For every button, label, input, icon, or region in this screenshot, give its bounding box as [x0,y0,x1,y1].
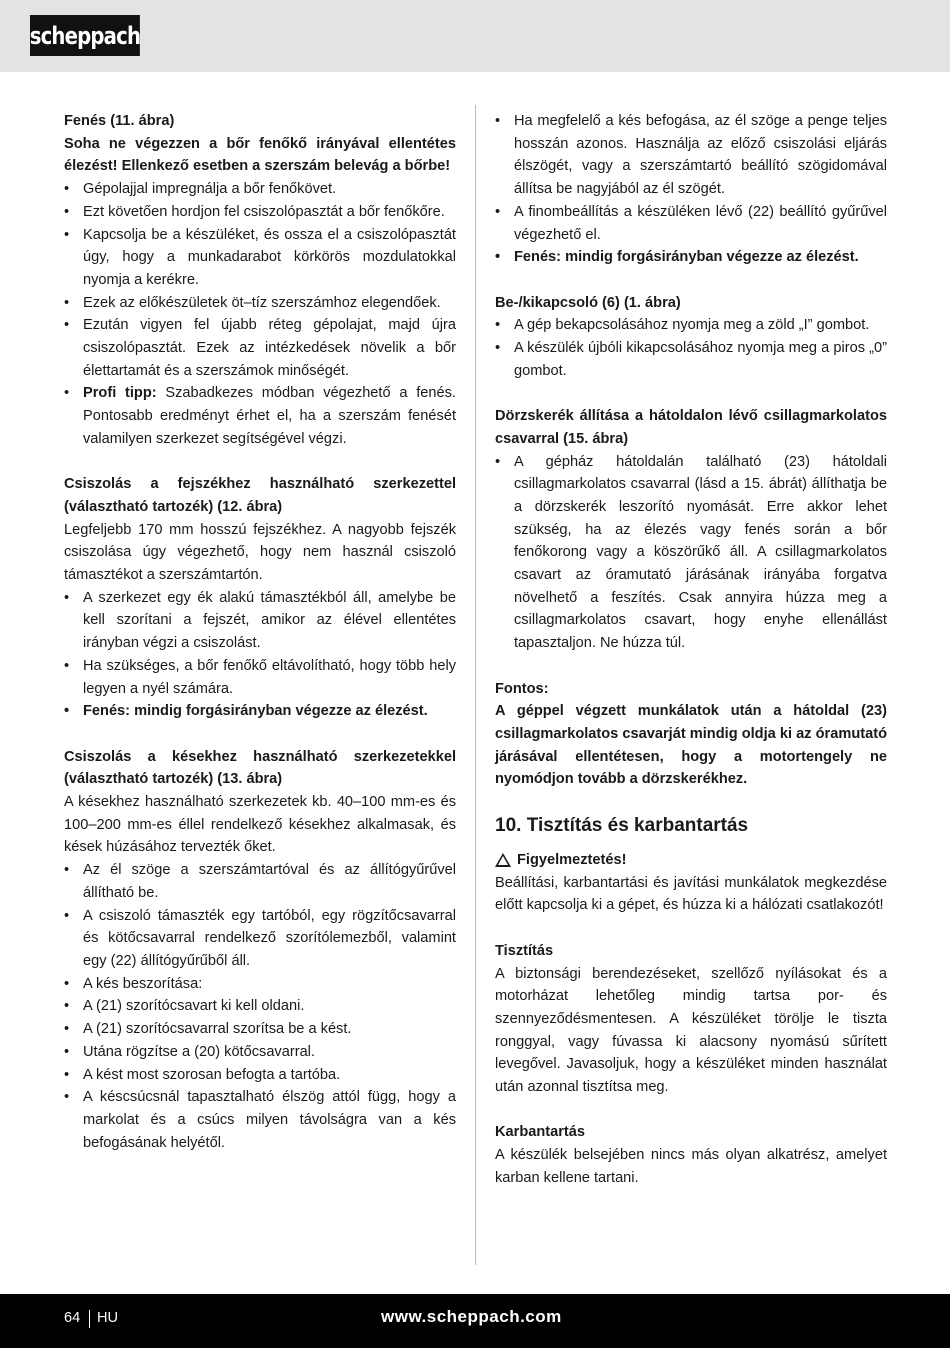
important-text: A géppel végzett munkálatok után a hátoldal (23) csillagmarkolatos csavarját mindig oldja ki az óramutató járásával ellentétesen, hogy a motortengely ne nyomódjon tovább a dörzskerékhez. [495,703,887,788]
warning-text: Beállítási, karbantartási és javítási munkálatok megkezdése előtt kapcsolja ki a gépet, és húzza ki a hálózati csatlakozót! [495,874,887,914]
list-item: • A késcsúcsnál tapasztalható élszög attól függ, hogy a markolat és a csúcs milyen távolságra van a kés befogásának helyétől. [64,1086,456,1154]
list-item: • Ezt követően hordjon fel csiszolópasztát a bőr fenőkőre. [64,201,456,224]
list-item: • A (21) szorítócsavarral szorítsa be a kést. [64,1018,456,1041]
switch-list [495,314,887,382]
list-item: • A csiszoló támaszték egy tartóból, egy rögzítőcsavarral és kötőcsavarral rendelkező szorítólemezből, valamint egy (22) állítógyűrűből áll. [64,905,456,973]
axe-list [64,587,456,723]
warning-triangle-icon [495,853,511,867]
tip-label: Profi tipp: [83,385,157,402]
list-item: • A készülék újbóli kikapcsolásához nyomja meg a piros „0” gombot. [495,337,887,382]
list-item: • A finombeállítás a készüléken lévő (22) beállító gyűrűvel végezhető el. [495,201,887,246]
warning-heading [495,849,887,872]
list-item: • A gép bekapcsolásához nyomja meg a zöld „I” gombot. [495,314,887,337]
list-item: • A gépház hátoldalán található (23) hátoldali csillagmarkolatos csavarral (lásd a 15. ábrát) állíthatja be a dörzskerék leszorító nyomását. Erre akkor lehet szükség, ha az élezés vagy fenés során a bőr fenőkorong vagy a köszörűkő áll. A csillagmarkolatos csavart az óramutató járásának irányába forgatva növelhető a feszítés. Csak annyira húzza meg a csillagmarkolatos csavart, hogy enyhe ellenállást tapasztaljon. Ne húzza túl. [495,451,887,655]
list-item: • Kapcsolja be a készüléket, és ossza el a csiszolópasztát úgy, hogy a munkadarabot körkörös mozdulatokkal nyomja a kerékre. [64,224,456,292]
right-column [495,110,887,1190]
list-item: • A (21) szorítócsavart ki kell oldani. [64,995,456,1018]
list-item-tip [64,382,456,450]
footer-separator [89,1310,90,1328]
list-item: • Fenés: mindig forgásirányban végezze az élezést. [64,700,456,723]
section-title-knife: Csiszolás a késekhez használható szerkezetekkel (választható tartozék) (13. ábra) [64,748,456,788]
list-item: • A szerkezet egy ék alakú támasztékból áll, amelybe be kell szorítani a fejszét, amikor az élével ellentétes irányban végzi a csiszolást. [64,587,456,655]
important-label: Fontos: [495,680,549,697]
footer-bar [0,1294,950,1348]
knife-intro: A késekhez használható szerkezetek kb. 40–100 mm-es és 100–200 mm-es éllel rendelkező késekhez alkalmasak, és kések húzásához tervezték őket. [64,794,456,856]
list-item: • Ha megfelelő a kés befogása, az él szöge a penge teljes hosszán azonos. Használja az előző csiszolási eljárás élszögét, vagy a szerszámtartó beállító szögidomával állítsa be nagyjából az él szögét. [495,110,887,201]
knife-list [64,859,456,1154]
list-item: • Ezek az előkészületek öt–tíz szerszámhoz elegendőek. [64,292,456,315]
page-number: 64 [64,1310,81,1326]
friction-wheel-list [495,451,887,655]
left-column [64,110,456,1154]
honing-list [64,178,456,450]
axe-intro: Legfeljebb 170 mm hosszú fejszékhez. A nagyobb fejszék csiszolása úgy végezhető, hogy nem használ csiszoló támasztékot a szerszámtartón. [64,521,456,584]
list-item: • Ha szükséges, a bőr fenőkő eltávolítható, hogy több hely legyen a nyél számára. [64,655,456,700]
header-bar [0,0,950,72]
tip-text: Szabadkezes módban végezhető a fenés. Pontosabb eredményt érhet el, ha a szerszám fenését valamilyen szerkezet segítségével végzi. [83,385,456,447]
warning-label: Figyelmeztetés! [517,852,627,869]
cleaning-title: Tisztítás [495,942,554,959]
section-title-honing: Fenés (11. ábra) [64,113,175,129]
list-item: • Gépolajjal impregnálja a bőr fenőkövet. [64,178,456,201]
cleaning-text: A biztonsági berendezéseket, szellőző nyílásokat és a motorházat lehetőleg mindig tartsa por- és szennyeződésmentesen. A készüléket törölje le tiszta ronggyal, vagy fúvassa ki alacsony nyomású sűrített levegővel. Javasoljuk, hogy a készüléket minden használat után azonnal tisztítsa meg. [495,965,887,1096]
honing-warning: Soha ne végezzen a bőr fenőkő irányával ellentétes élezést! Ellenkező esetben a szerszám belevág a bőrbe! [64,135,456,175]
brand-logo: scheppach [30,15,140,56]
list-item: • A kés beszorítása: [64,973,456,996]
column-divider [475,105,476,1265]
language-code: HU [97,1310,119,1326]
section-title-switch: Be-/kikapcsoló (6) (1. ábra) [495,294,681,311]
list-item: • A kést most szorosan befogta a tartóba. [64,1064,456,1087]
section-title-axe: Csiszolás a fejszékhez használható szerkezettel (választható tartozék) (12. ábra) [64,476,456,515]
list-item: • Utána rögzítse a (20) kötőcsavarral. [64,1041,456,1064]
maintenance-title: Karbantartás [495,1124,586,1141]
list-item: • Ezután vigyen fel újabb réteg gépolajat, majd újra csiszolópasztát. Ezek az intézkedések növelik a bőr élettartamát és a szerszámok minőségét. [64,314,456,382]
section-title-friction-wheel: Dörzskerék állítása a hátoldalon lévő csillagmarkolatos csavarral (15. ábra) [495,408,887,447]
website-link[interactable]: www.scheppach.com [381,1307,562,1326]
knife-list-continued [495,110,887,269]
chapter-heading-cleaning: 10. Tisztítás és karbantartás [495,815,749,837]
list-item: • Fenés: mindig forgásirányban végezze az élezést. [495,246,887,269]
maintenance-text: A készülék belsejében nincs más olyan alkatrész, amelyet karban kellene tartani. [495,1147,887,1186]
list-item: • Az él szöge a szerszámtartóval és az állítógyűrűvel állítható be. [64,859,456,904]
